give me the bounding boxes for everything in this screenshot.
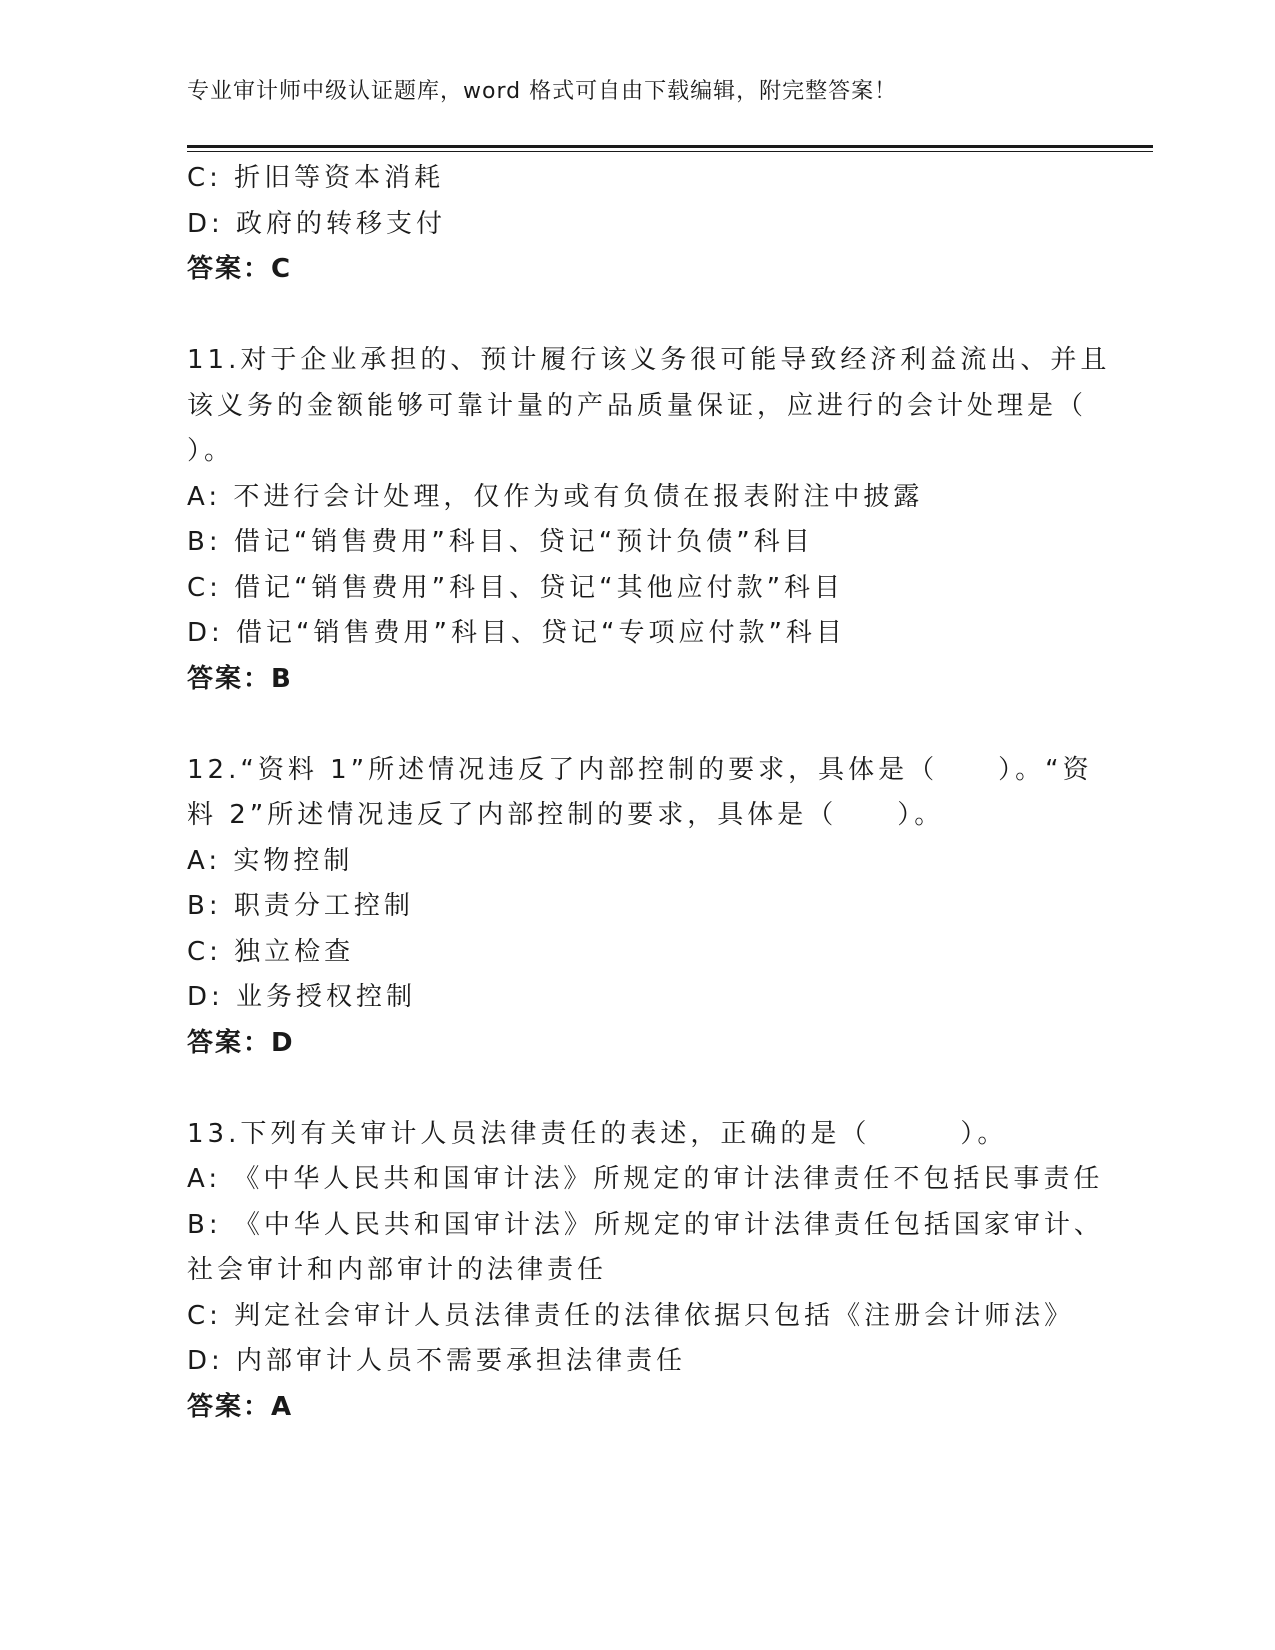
header-rule-thick xyxy=(187,145,1153,148)
question-stem-line: 该义务的金额能够可靠计量的产品质量保证，应进行的会计处理是（ xyxy=(187,390,1088,421)
question-stem-line: 料 2”所述情况违反了内部控制的要求，具体是（ ）。 xyxy=(187,800,945,830)
spacer xyxy=(187,1066,1087,1112)
option-line: D: 内部审计人员不需要承担法律责任 xyxy=(187,1346,687,1376)
option-line: C: 借记“销售费用”科目、贷记“其他应付款”科目 xyxy=(187,572,845,603)
question-stem-line: ）。 xyxy=(187,436,235,466)
header-rule-thin xyxy=(187,151,1153,152)
option-line: B: 职责分工控制 xyxy=(187,891,414,921)
question-stem-line: 11.对于企业承担的、预计履行该义务很可能导致经济利益流出、并且 xyxy=(187,345,1111,375)
answer-line: 答案：B xyxy=(187,663,293,694)
page-header: 专业审计师中级认证题库，word 格式可自由下载编辑，附完整答案！ xyxy=(187,79,898,104)
spacer xyxy=(187,702,1087,748)
option-line: 社会审计和内部审计的法律责任 xyxy=(187,1255,608,1285)
question-stem-line: 12.“资料 1”所述情况违反了内部控制的要求，具体是（ ）。“资 xyxy=(187,754,1093,785)
option-line: D: 业务授权控制 xyxy=(187,982,417,1012)
option-line: D: 借记“销售费用”科目、贷记“专项应付款”科目 xyxy=(187,618,846,648)
answer-line: 答案：C xyxy=(187,254,293,284)
option-line: A: 不进行会计处理，仅作为或有负债在报表附注中披露 xyxy=(187,481,924,512)
option-line: B: 《中华人民共和国审计法》所规定的审计法律责任包括国家审计、 xyxy=(187,1209,1104,1240)
option-line: A: 实物控制 xyxy=(187,845,354,876)
option-line: B: 借记“销售费用”科目、贷记“预计负债”科目 xyxy=(187,527,814,557)
question-content xyxy=(187,156,1111,1430)
spacer xyxy=(187,293,1087,339)
question-stem-line: 13.下列有关审计人员法律责任的表述，正确的是（ ）。 xyxy=(187,1118,1008,1149)
answer-line: 答案：D xyxy=(187,1027,295,1058)
option-line: C: 折旧等资本消耗 xyxy=(187,163,445,193)
option-line: C: 判定社会审计人员法律责任的法律依据只包括《注册会计师法》 xyxy=(187,1300,1075,1331)
answer-line: 答案：A xyxy=(187,1391,294,1422)
option-line: D: 政府的转移支付 xyxy=(187,208,447,239)
option-line: A: 《中华人民共和国审计法》所规定的审计法律责任不包括民事责任 xyxy=(187,1164,1104,1194)
option-line: C: 独立检查 xyxy=(187,936,355,967)
